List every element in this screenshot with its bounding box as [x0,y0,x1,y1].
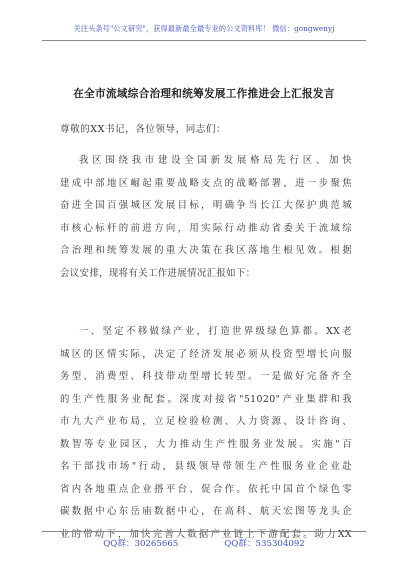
paragraph-line: 建成中部地区崛起重要战略支点的战略部署，进一步聚焦 [60,177,352,189]
footer [0,537,408,549]
header-note: 关注头条号"公文研究"，获得最新最全最专业的公文资料库！ 微信：gongwenyj [73,24,335,33]
paragraph-section-one [60,321,352,546]
paragraph-line: 省内各地重点企业搭平台、促合作。依托中国首个绿色零 [60,483,352,495]
paragraph-line: 的生产性服务业配套。深度对接省"51020"产业集群和我 [60,393,352,405]
paragraph-line: 市核心标杆的前进方向，用实际行动推动省委关于流域综 [60,222,352,234]
paragraph-line: 名干部找市场"行动，县级领导带领生产性服务业企业赴 [60,461,352,472]
footer-divider [42,531,366,532]
paragraph-line: 奋进全国百强城区发展目标，明确争当长江大保护典范城 [60,200,352,211]
paragraph-line: 数智等专业园区，大力推动生产性服务业发展。实施"百 [60,438,352,450]
paragraph-line: 务型、消费型、科技带动型增长转型。一是做好完备齐全 [60,371,352,382]
document-title: 在全市流域综合治理和统筹发展工作推进会上汇报发言 [73,88,335,100]
paragraph-intro [60,150,352,285]
paragraph-line: 碳数据中心东岳庙数据中心，在高科、航天宏图等龙头企 [60,506,352,517]
paragraph-line: 会议安排，现将有关工作进展情况汇报如下： [60,267,256,279]
header-divider [42,40,366,41]
salutation: 尊敬的XX书记，各位领导，同志们： [60,124,227,135]
paragraph-line: 我区围绕我市建设全国新发展格局先行区、加快 [79,155,352,166]
paragraph-line: 市九大产业布局，立足检验检测、人力资源、设计咨询、 [60,416,352,427]
paragraph-line: 合治理和统筹发展的重大决策在我区落地生根见效。根据 [60,245,352,256]
footer-qq-group-1: QQ群：30265665 [103,539,179,549]
paragraph-line: 一、坚定不移做绿产业，打造世界级绿色算都。XX老 [79,326,352,337]
footer-qq-group-2: QQ群：535304092 [224,539,305,549]
paragraph-line: 业的带动下，加快完善大数据产业链上下游配套。助力XX [60,528,352,540]
paragraph-line: 城区的区情实际，决定了经济发展必须从投资型增长向服 [60,348,352,360]
